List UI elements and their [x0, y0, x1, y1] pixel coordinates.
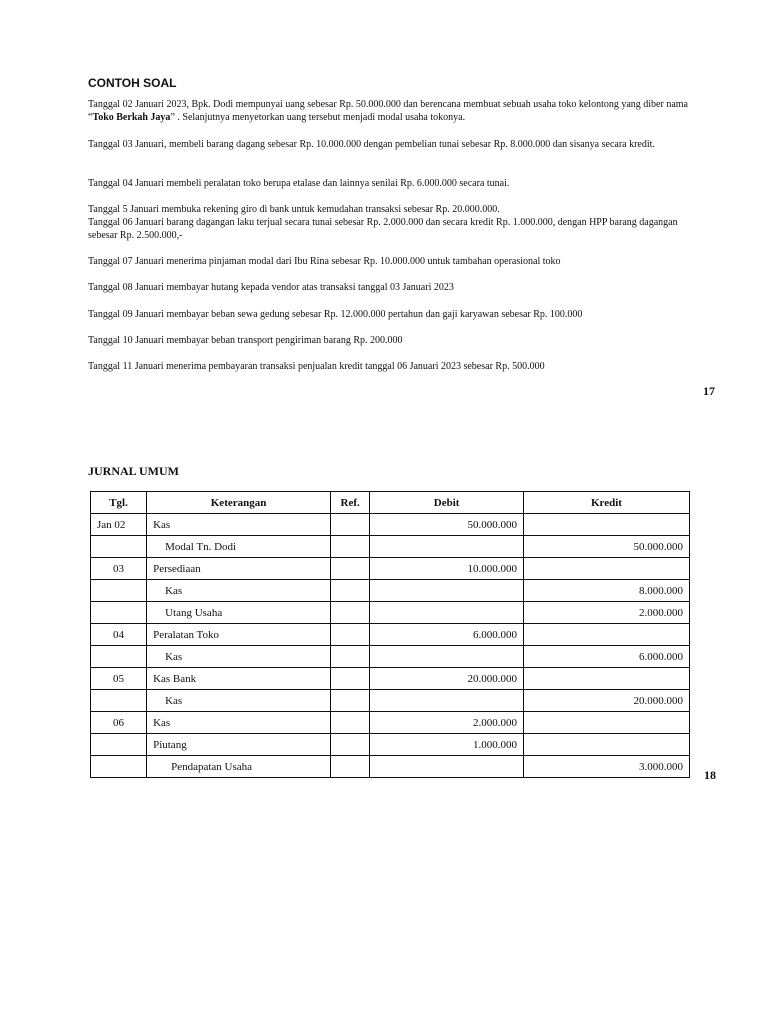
- cell-ref: [331, 712, 370, 734]
- cell-ref: [331, 668, 370, 690]
- cell-keterangan: [147, 668, 331, 690]
- cell-debit: [370, 536, 524, 558]
- cell-keterangan: [147, 580, 331, 602]
- paragraph-jan-06: Tanggal 06 Januari barang dagangan laku terjual secara tunai sebesar Rp. 2.000.000 dan secara kredit Rp. 1.000.000, dengan HPP barang dagangan sebesar Rp. 2.500.000,-: [88, 217, 678, 241]
- cell-tgl: [91, 602, 147, 624]
- cell-keterangan: [147, 536, 331, 558]
- cell-ref: [331, 558, 370, 580]
- cell-tgl: 04: [91, 624, 147, 646]
- cell-debit: 1.000.000: [370, 734, 524, 756]
- cell-tgl: [91, 646, 147, 668]
- cell-kredit: 3.000.000: [523, 756, 689, 778]
- cell-kredit: 20.000.000: [523, 690, 689, 712]
- cell-ref: [331, 580, 370, 602]
- journal-title: JURNAL UMUM: [88, 464, 179, 478]
- cell-ref: [331, 646, 370, 668]
- account-name: Kas Bank: [153, 672, 197, 685]
- account-name: Kas: [165, 584, 183, 597]
- table-row: [91, 624, 690, 646]
- cell-keterangan: [147, 558, 331, 580]
- table-row: [91, 514, 690, 536]
- paragraph-jan-09: Tanggal 09 Januari membayar beban sewa gedung sebesar Rp. 12.000.000 pertahun dan gaji karyawan sebesar Rp. 100.000: [88, 309, 583, 320]
- header-tgl: Tgl.: [91, 492, 147, 514]
- header-debit: Debit: [370, 492, 524, 514]
- table-row: [91, 734, 690, 756]
- table-row: [91, 756, 690, 778]
- account-name: Piutang: [153, 738, 187, 751]
- cell-tgl: [91, 756, 147, 778]
- paragraph-jan-10: Tanggal 10 Januari membayar beban transport pengiriman barang Rp. 200.000: [88, 335, 403, 346]
- cell-debit: [370, 602, 524, 624]
- table-row: [91, 668, 690, 690]
- cell-kredit: [523, 734, 689, 756]
- paragraph-jan-04: Tanggal 04 Januari membeli peralatan toko berupa etalase dan lainnya senilai Rp. 6.000.000 secara tunai.: [88, 178, 510, 189]
- cell-ref: [331, 624, 370, 646]
- account-name: Persediaan: [153, 562, 201, 575]
- cell-kredit: [523, 514, 689, 536]
- cell-debit: [370, 756, 524, 778]
- cell-debit: 50.000.000: [370, 514, 524, 536]
- table-row: [91, 536, 690, 558]
- table-row: [91, 558, 690, 580]
- cell-keterangan: [147, 602, 331, 624]
- header-keterangan: Keterangan: [147, 492, 331, 514]
- cell-keterangan: [147, 514, 331, 536]
- account-name: Pendapatan Usaha: [171, 760, 253, 773]
- cell-kredit: [523, 668, 689, 690]
- page-number-18: 18: [704, 768, 716, 782]
- cell-ref: [331, 734, 370, 756]
- cell-tgl: [91, 536, 147, 558]
- cell-keterangan: [147, 712, 331, 734]
- cell-keterangan: [147, 756, 331, 778]
- cell-debit: [370, 580, 524, 602]
- paragraph-jan-02: [88, 98, 698, 124]
- paragraph-jan-05: Tanggal 5 Januari membuka rekening giro di bank untuk kemudahan transaksi sebesar Rp. 20.000.000.: [88, 204, 500, 215]
- cell-kredit: [523, 624, 689, 646]
- cell-debit: 6.000.000: [370, 624, 524, 646]
- account-name: Kas: [165, 650, 183, 663]
- cell-debit: 10.000.000: [370, 558, 524, 580]
- table-row: [91, 580, 690, 602]
- account-name: Peralatan Toko: [153, 628, 220, 641]
- account-name: Utang Usaha: [165, 606, 223, 619]
- header-kredit: Kredit: [523, 492, 689, 514]
- table-row: [91, 690, 690, 712]
- cell-keterangan: [147, 646, 331, 668]
- paragraph-jan-07: Tanggal 07 Januari menerima pinjaman modal dari Ibu Rina sebesar Rp. 10.000.000 untuk tambahan operasional toko: [88, 256, 561, 267]
- cell-keterangan: [147, 624, 331, 646]
- p1-text-b: ” . Selanjutnya menyetorkan uang tersebut menjadi modal usaha tokonya.: [170, 112, 466, 123]
- cell-keterangan: [147, 734, 331, 756]
- account-name: Kas: [153, 716, 171, 729]
- cell-ref: [331, 602, 370, 624]
- cell-debit: 20.000.000: [370, 668, 524, 690]
- page-heading: CONTOH SOAL: [88, 76, 177, 90]
- cell-kredit: 2.000.000: [523, 602, 689, 624]
- cell-keterangan: [147, 690, 331, 712]
- cell-tgl: [91, 580, 147, 602]
- account-name: Kas: [165, 694, 183, 707]
- paragraph-jan-08: Tanggal 08 Januari membayar hutang kepada vendor atas transaksi tanggal 03 Januari 2023: [88, 282, 454, 293]
- account-name: Kas: [153, 518, 171, 531]
- cell-tgl: [91, 734, 147, 756]
- paragraph-jan-11: Tanggal 11 Januari menerima pembayaran transaksi penjualan kredit tanggal 06 Januari 2023 sebesar Rp. 500.000: [88, 361, 545, 372]
- cell-ref: [331, 756, 370, 778]
- cell-tgl: 06: [91, 712, 147, 734]
- cell-tgl: Jan 02: [91, 514, 147, 536]
- p1-text-a: Tanggal 02 Januari 2023, Bpk. Dodi mempunyai uang sebesar Rp. 50.000.000 dan berencana membuat sebuah usaha toko kelontong yang diber nama “: [88, 99, 688, 123]
- header-ref: Ref.: [331, 492, 370, 514]
- cell-kredit: 50.000.000: [523, 536, 689, 558]
- table-row: [91, 646, 690, 668]
- cell-kredit: [523, 558, 689, 580]
- table-row: [91, 602, 690, 624]
- account-name: Modal Tn. Dodi: [165, 540, 237, 553]
- store-name: Toko Berkah Jaya: [92, 112, 171, 123]
- cell-debit: [370, 690, 524, 712]
- journal-header-row: [91, 492, 690, 514]
- cell-ref: [331, 514, 370, 536]
- cell-kredit: 6.000.000: [523, 646, 689, 668]
- paragraph-jan-03: Tanggal 03 Januari, membeli barang dagang sebesar Rp. 10.000.000 dengan pembelian tunai sebesar Rp. 8.000.000 dan sisanya secara kredit.: [88, 139, 655, 150]
- table-row: [91, 712, 690, 734]
- cell-debit: 2.000.000: [370, 712, 524, 734]
- page-number-17: 17: [703, 384, 715, 398]
- cell-kredit: 8.000.000: [523, 580, 689, 602]
- cell-ref: [331, 690, 370, 712]
- cell-tgl: 05: [91, 668, 147, 690]
- cell-kredit: [523, 712, 689, 734]
- cell-tgl: [91, 690, 147, 712]
- cell-debit: [370, 646, 524, 668]
- journal-table: [90, 491, 690, 778]
- cell-tgl: 03: [91, 558, 147, 580]
- cell-ref: [331, 536, 370, 558]
